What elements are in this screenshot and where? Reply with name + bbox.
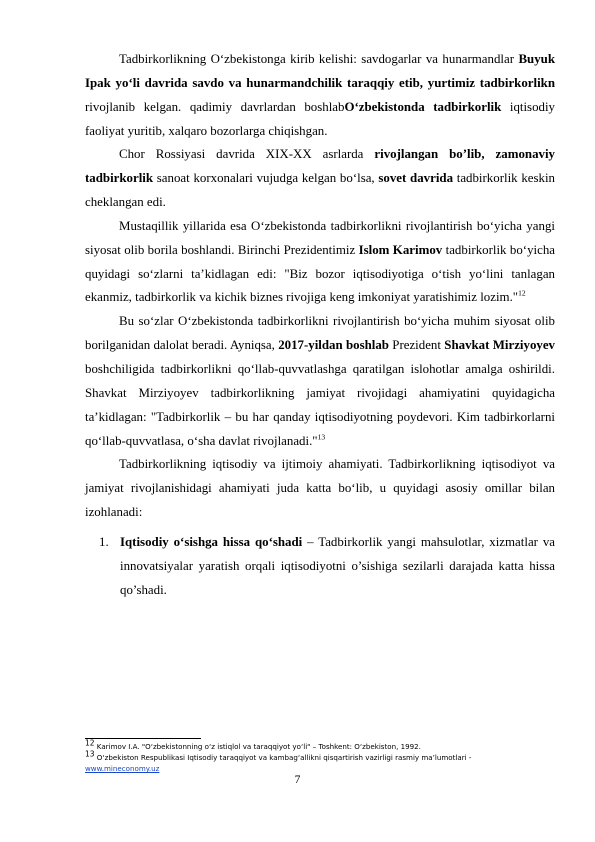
footnote-text: Karimov I.A. "O‘zbekistonning o‘z istiqlol va taraqqiyot yo‘li" – Toshkent: O‘zbekiston, 1992. bbox=[94, 742, 421, 751]
text: Bu so‘zlar O‘zbekistonda tadbirkorlikni rivojlantirish bo‘yicha muhim siyosat olib borilganidan dalolat beradi. Ayniqsa, bbox=[85, 314, 555, 353]
footnote-mark: 12 bbox=[85, 738, 95, 748]
text: sanoat korxonalari vujudga kelgan bo‘lsa, bbox=[153, 171, 379, 186]
footnote-12 bbox=[85, 738, 555, 752]
footnote-text: O‘zbekiston Respublikasi Iqtisodiy taraqqiyot va kambag‘allikni qisqartirish vazirligi rasmiy ma’lumotlari - bbox=[94, 753, 472, 762]
footnote-13 bbox=[85, 749, 555, 774]
footnote-ref[interactable]: 13 bbox=[317, 432, 326, 442]
bold-text: 2017-yildan boshlab bbox=[278, 338, 389, 353]
bold-text: O‘zbekistonda tadbirkorlik bbox=[344, 99, 502, 114]
bold-text: Shavkat Mirziyoyev bbox=[444, 338, 556, 353]
footnote-ref[interactable]: 12 bbox=[518, 289, 526, 299]
footnotes bbox=[85, 738, 555, 774]
paragraph-importance bbox=[85, 453, 555, 525]
text: Tadbirkorlikning O‘zbekistonga kirib kelishi: savdogarlar va hunarmandlar bbox=[119, 52, 519, 66]
footnote-divider bbox=[85, 738, 201, 739]
text: tadbirkorlik keskin cheklangan edi. bbox=[85, 171, 555, 210]
paragraph-history bbox=[85, 48, 555, 143]
text: rivojlanib kelgan. qadimiy davrlardan boshlab bbox=[85, 99, 345, 114]
bold-text: Buyuk Ipak yo‘li davrida savdo va hunarmandchilik taraqqiy etib, yurtimiz tadbirkorlikn bbox=[85, 52, 555, 90]
list-item bbox=[85, 531, 555, 603]
page-number: 7 bbox=[294, 774, 301, 786]
text: tadbirkorlik bo‘yicha quyidagi so‘zlarni ta’kidlagan edi: "Biz bozor iqtisodiyotiga o‘tish yo‘lini tanlagan ekanmiz, tadbirkorlik va kichik biznes rivojiga keng imkoniyat yaratishimiz lozim." bbox=[85, 242, 556, 305]
footnote-mark: 13 bbox=[85, 749, 95, 759]
bold-text: Iqtisodiy o‘sishga hissa qo‘shadi bbox=[120, 534, 303, 549]
document-body bbox=[85, 48, 555, 602]
paragraph-independence bbox=[85, 215, 555, 310]
bold-text: Islom Karimov bbox=[358, 242, 443, 257]
bold-text: rivojlangan bo’lib, zamonaviy tadbirkorlik bbox=[85, 147, 555, 186]
text: – Tadbirkorlik yangi mahsulotlar, xizmatlar va innovatsiyalar yaratish orqali iqtisodiyotni o’sishiga sezilarli darajada katta hissa qo’shadi. bbox=[120, 534, 555, 597]
bold-text: sovet davrida bbox=[378, 171, 454, 186]
list-number: 1. bbox=[99, 534, 109, 549]
text: Mustaqillik yillarida esa O‘zbekistonda tadbirkorlikni rivojlantirish bo‘yicha yangi siyosat olib borila boshlandi. Birinchi Prezidentimiz bbox=[85, 218, 555, 257]
text: Prezident bbox=[388, 338, 445, 353]
paragraph-tsarist-soviet bbox=[85, 143, 555, 215]
footnote-link[interactable]: www.mineconomy.uz bbox=[85, 764, 160, 773]
text: Chor Rossiyasi davrida XIX-XX asrlarda bbox=[119, 147, 375, 162]
text: iqtisodiy faoliyat yuritib, xalqaro bozorlarga chiqishgan. bbox=[85, 99, 555, 138]
numbered-list bbox=[85, 531, 555, 603]
text: Tadbirkorlikning iqtisodiy va ijtimoiy ahamiyati. Tadbirkorlikning iqtisodiyot va jamiyat rivojlanishidagi ahamiyati juda katta bo‘lib, u quyidagi asosiy omillar bilan izohlanadi: bbox=[85, 457, 555, 520]
paragraph-reforms bbox=[85, 310, 555, 453]
text: boshchiligida tadbirkorlikni qo‘llab-quvvatlashga qaratilgan islohotlar amalga oshirildi. Shavkat Mirziyoyev tadbirkorlikning jamiyat rivojidagi ahamiyatini quyidagicha ta’kidlagan: "Tadbirkorlik – bu har qanday iqtisodiyotning poydevori. Kim tadbirkorlarni qo‘llab-quvvatlasa, o‘sha davlat rivojlanadi." bbox=[85, 361, 555, 448]
